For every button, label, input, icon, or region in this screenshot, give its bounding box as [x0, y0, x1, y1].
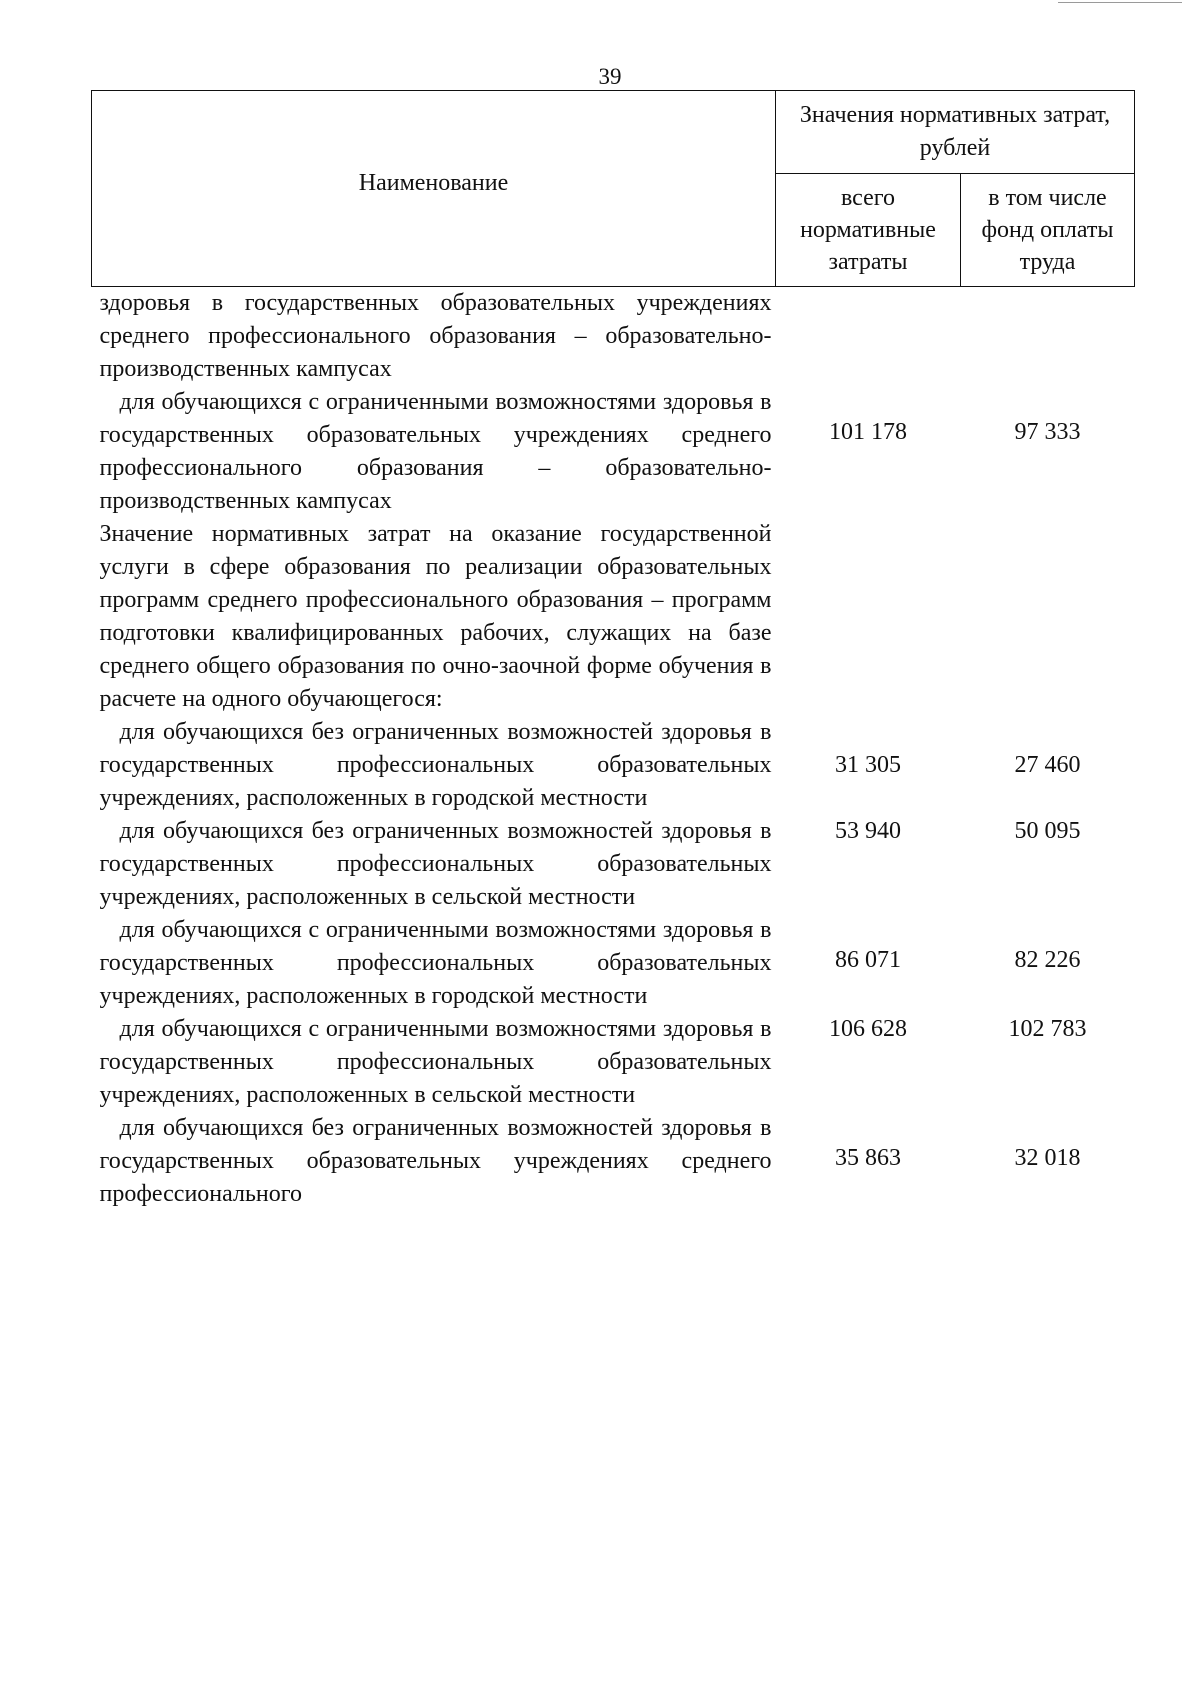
table-row [92, 815, 1135, 914]
row-labor: 97 333 [1014, 419, 1081, 445]
table-row [92, 518, 1135, 716]
row-name: для обучающихся с ограниченными возможностями здоровья в государственных профессиональных образовательных учреждениях, расположенных в городской местности [99, 917, 772, 1009]
row-total: 86 071 [835, 947, 901, 973]
row-labor: 102 783 [1008, 1016, 1087, 1042]
row-total: 35 863 [835, 1145, 901, 1171]
row-name: для обучающихся с ограниченными возможностями здоровья в государственных профессиональных образовательных учреждениях, расположенных в сельской местности [99, 1016, 772, 1108]
row-total: 53 940 [835, 818, 901, 844]
header-cost-values: Значения нормативных затрат, рублей [776, 91, 1135, 174]
section-heading: Значение нормативных затрат на оказание государственной услуги в сфере образования по реализации образовательных программ среднего профессионального образования – программ подготовки квалифицированных рабочих, служащих на базе среднего общего образования по очно-заочной форме обучения в расчете на одного обучающегося: [99, 521, 772, 712]
row-labor: 82 226 [1014, 947, 1081, 973]
table-row [92, 716, 1135, 815]
cost-table [91, 90, 1135, 1211]
row-labor: 27 460 [1014, 752, 1081, 778]
header-name: Наименование [92, 91, 776, 287]
row-total [776, 287, 961, 387]
table-row [92, 1112, 1135, 1211]
row-labor [961, 518, 1135, 716]
header-total-costs: всего нормативные затраты [776, 174, 961, 287]
table-row [92, 287, 1135, 387]
row-name: здоровья в государственных образовательных учреждениях среднего профессионального образования – образовательно-производственных кампусах [99, 290, 772, 382]
row-labor [961, 287, 1135, 387]
row-labor: 50 095 [1014, 818, 1081, 844]
row-total [776, 518, 961, 716]
row-labor: 32 018 [1014, 1145, 1081, 1171]
row-name: для обучающихся без ограниченных возможностей здоровья в государственных профессиональных образовательных учреждениях, расположенных в сельской местности [99, 818, 772, 910]
table-header [92, 91, 1135, 287]
table-row [92, 914, 1135, 1013]
page-number: 39 [598, 64, 622, 89]
row-total: 31 305 [835, 752, 901, 778]
table-row [92, 386, 1135, 518]
row-name: для обучающихся без ограниченных возможностей здоровья в государственных образовательных учреждениях среднего профессионального [99, 1115, 772, 1207]
row-total: 101 178 [829, 419, 907, 445]
table-row [92, 1013, 1135, 1112]
row-name: для обучающихся без ограниченных возможностей здоровья в государственных профессиональных образовательных учреждениях, расположенных в городской местности [99, 719, 772, 811]
row-name: для обучающихся с ограниченными возможностями здоровья в государственных образовательных учреждениях среднего профессионального образования – образовательно-производственных кампусах [99, 389, 772, 514]
row-total: 106 628 [829, 1016, 907, 1042]
top-rule [1058, 2, 1182, 3]
table-body [92, 287, 1135, 1212]
header-labor-fund: в том числе фонд оплаты труда [961, 174, 1135, 287]
